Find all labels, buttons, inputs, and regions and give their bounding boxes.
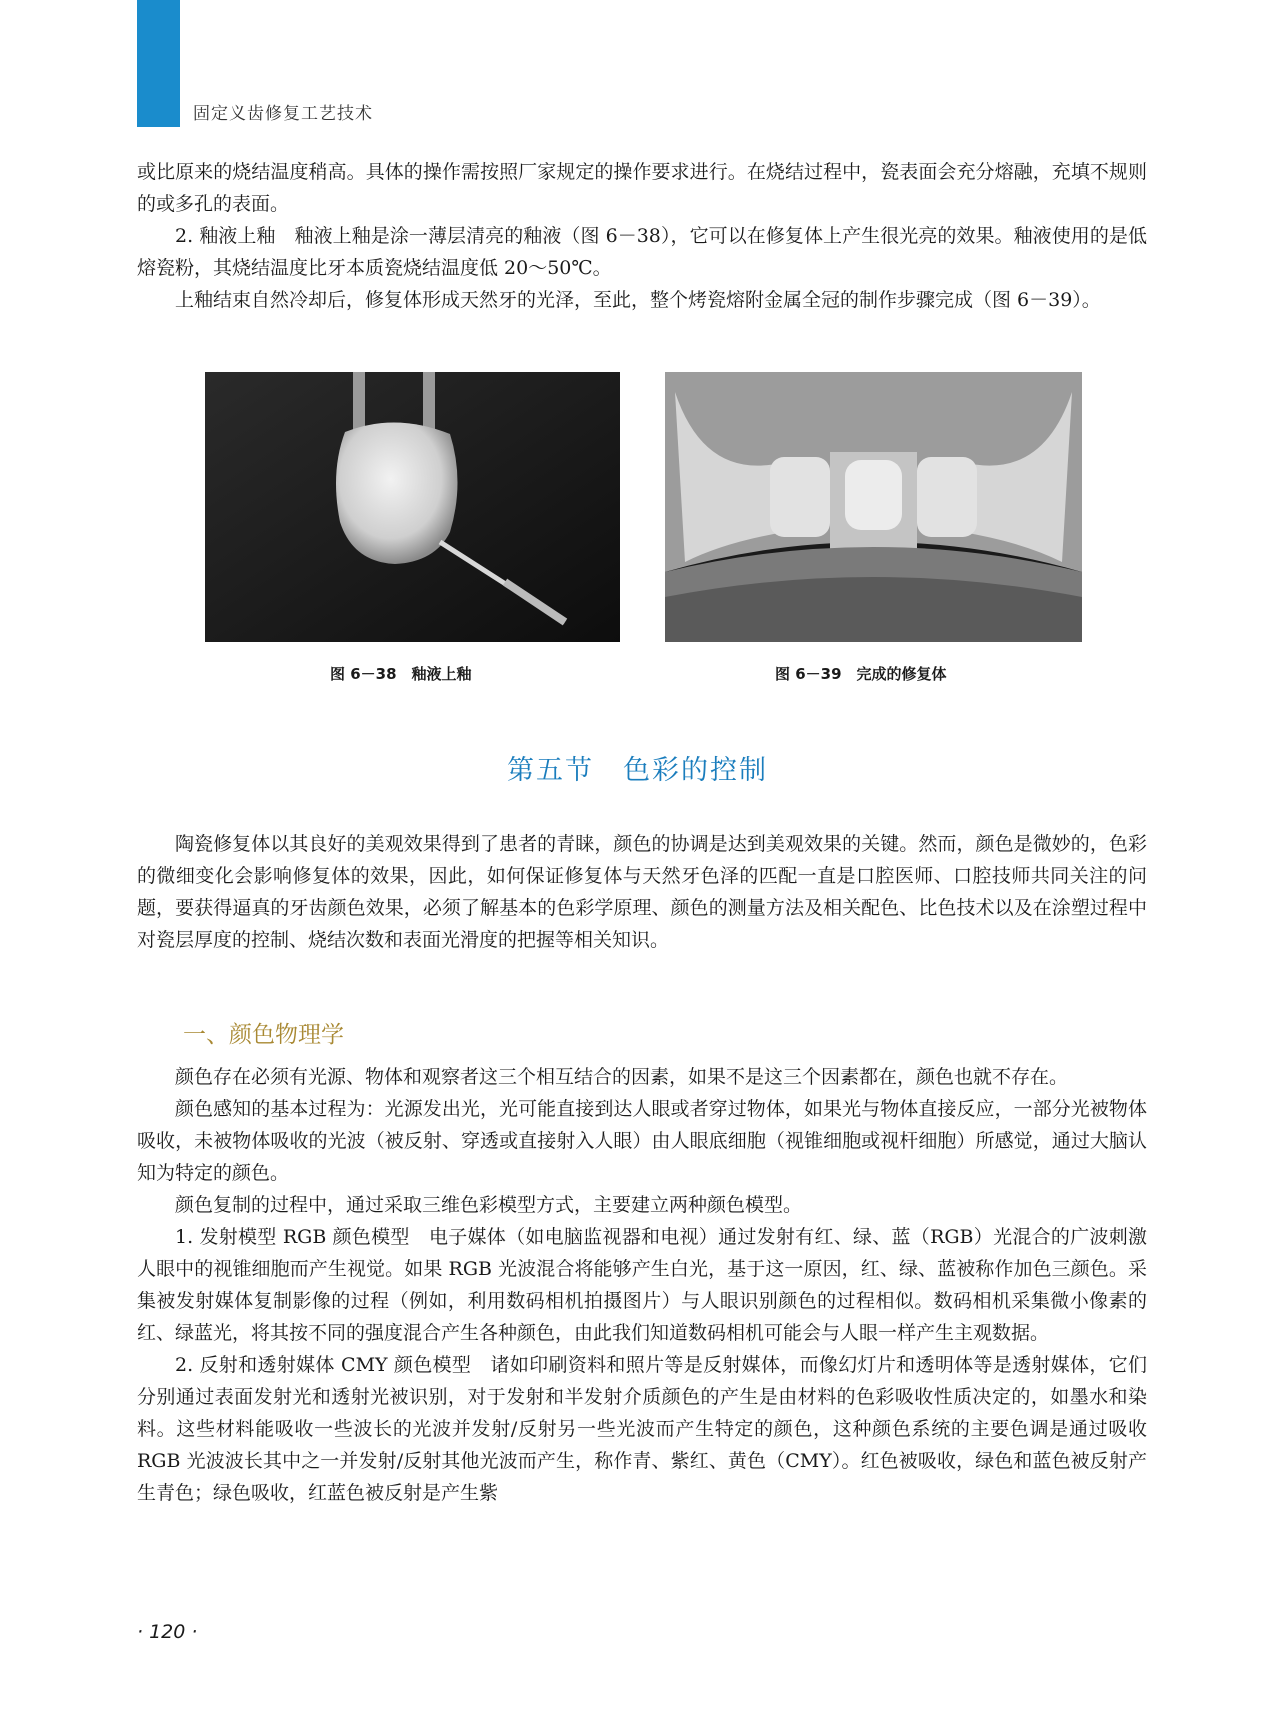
page-number: · 120 · (137, 1621, 198, 1643)
paragraph: 2. 釉液上釉 釉液上釉是涂一薄层清亮的釉液（图 6－38），它可以在修复体上产生很光亮的效果。釉液使用的是低熔瓷粉，其烧结温度比牙本质瓷烧结温度低 20～50℃。 (137, 225, 1147, 279)
body-text (137, 1061, 1147, 1509)
section-title: 第五节 色彩的控制 (507, 755, 768, 786)
figure-finished-restoration-photo (665, 372, 1082, 642)
section-intro-text (137, 828, 1147, 956)
paragraph: 2. 反射和透射媒体 CMY 颜色模型 诸如印刷资料和照片等是反射媒体，而像幻灯片和透明体等是透射媒体，它们分别通过表面发射光和透射光被识别，对于发射和半发射介质颜色的产生是由材料的色彩吸收性质决定的，如墨水和染料。这些材料能吸收一些波长的光波并发射/反射另一些光波而产生特定的颜色，这种颜色系统的主要色调是通过吸收 RGB 光波波长其中之一并发射/反射其他光波而产生，称作青、紫红、黄色（CMY）。红色被吸收，绿色和蓝色被反射产生青色；绿色吸收，红蓝色被反射是产生紫 (137, 1354, 1147, 1504)
paragraph: 陶瓷修复体以其良好的美观效果得到了患者的青睐，颜色的协调是达到美观效果的关键。然而，颜色是微妙的，色彩的微细变化会影响修复体的效果，因此，如何保证修复体与天然牙色泽的匹配一直是口腔医师、口腔技师共同关注的问题，要获得逼真的牙齿颜色效果，必须了解基本的色彩学原理、颜色的测量方法及相关配色、比色技术以及在涂塑过程中对瓷层厚度的控制、烧结次数和表面光滑度的把握等相关知识。 (137, 833, 1147, 951)
intro-text (137, 156, 1147, 316)
figure-caption: 图 6－39 完成的修复体 (775, 665, 947, 683)
paragraph: 颜色存在必须有光源、物体和观察者这三个相互结合的因素，如果不是这三个因素都在，颜色也就不存在。 (175, 1066, 1069, 1088)
figure-glazing-photo (205, 372, 620, 642)
paragraph: 1. 发射模型 RGB 颜色模型 电子媒体（如电脑监视器和电视）通过发射有红、绿、蓝（RGB）光混合的广波刺激人眼中的视锥细胞而产生视觉。如果 RGB 光波混合将能够产生白光，基于这一原因，红、绿、蓝被称作加色三颜色。采集被发射媒体复制影像的过程（例如，利用数码相机拍摄图片）与人眼识别颜色的过程相似。数码相机采集微小像素的红、绿蓝光，将其按不同的强度混合产生各种颜色，由此我们知道数码相机可能会与人眼一样产生主观数据。 (137, 1226, 1147, 1344)
paragraph: 颜色复制的过程中，通过采取三维色彩模型方式，主要建立两种颜色模型。 (175, 1194, 803, 1216)
figure-caption: 图 6－38 釉液上釉 (330, 665, 472, 683)
running-head: 固定义齿修复工艺技术 (193, 104, 373, 124)
paragraph: 上釉结束自然冷却后，修复体形成天然牙的光泽，至此，整个烤瓷熔附金属全冠的制作步骤完成（图 6－39）。 (175, 289, 1101, 311)
paragraph: 或比原来的烧结温度稍高。具体的操作需按照厂家规定的操作要求进行。在烧结过程中，瓷表面会充分熔融，充填不规则的或多孔的表面。 (137, 161, 1147, 215)
header-color-bar (137, 0, 180, 127)
subsection-heading: 一、颜色物理学 (183, 1022, 344, 1048)
paragraph: 颜色感知的基本过程为：光源发出光，光可能直接到达人眼或者穿过物体，如果光与物体直接反应，一部分光被物体吸收，未被物体吸收的光波（被反射、穿透或直接射入人眼）由人眼底细胞（视锥细胞或视杆细胞）所感觉，通过大脑认知为特定的颜色。 (137, 1098, 1147, 1184)
